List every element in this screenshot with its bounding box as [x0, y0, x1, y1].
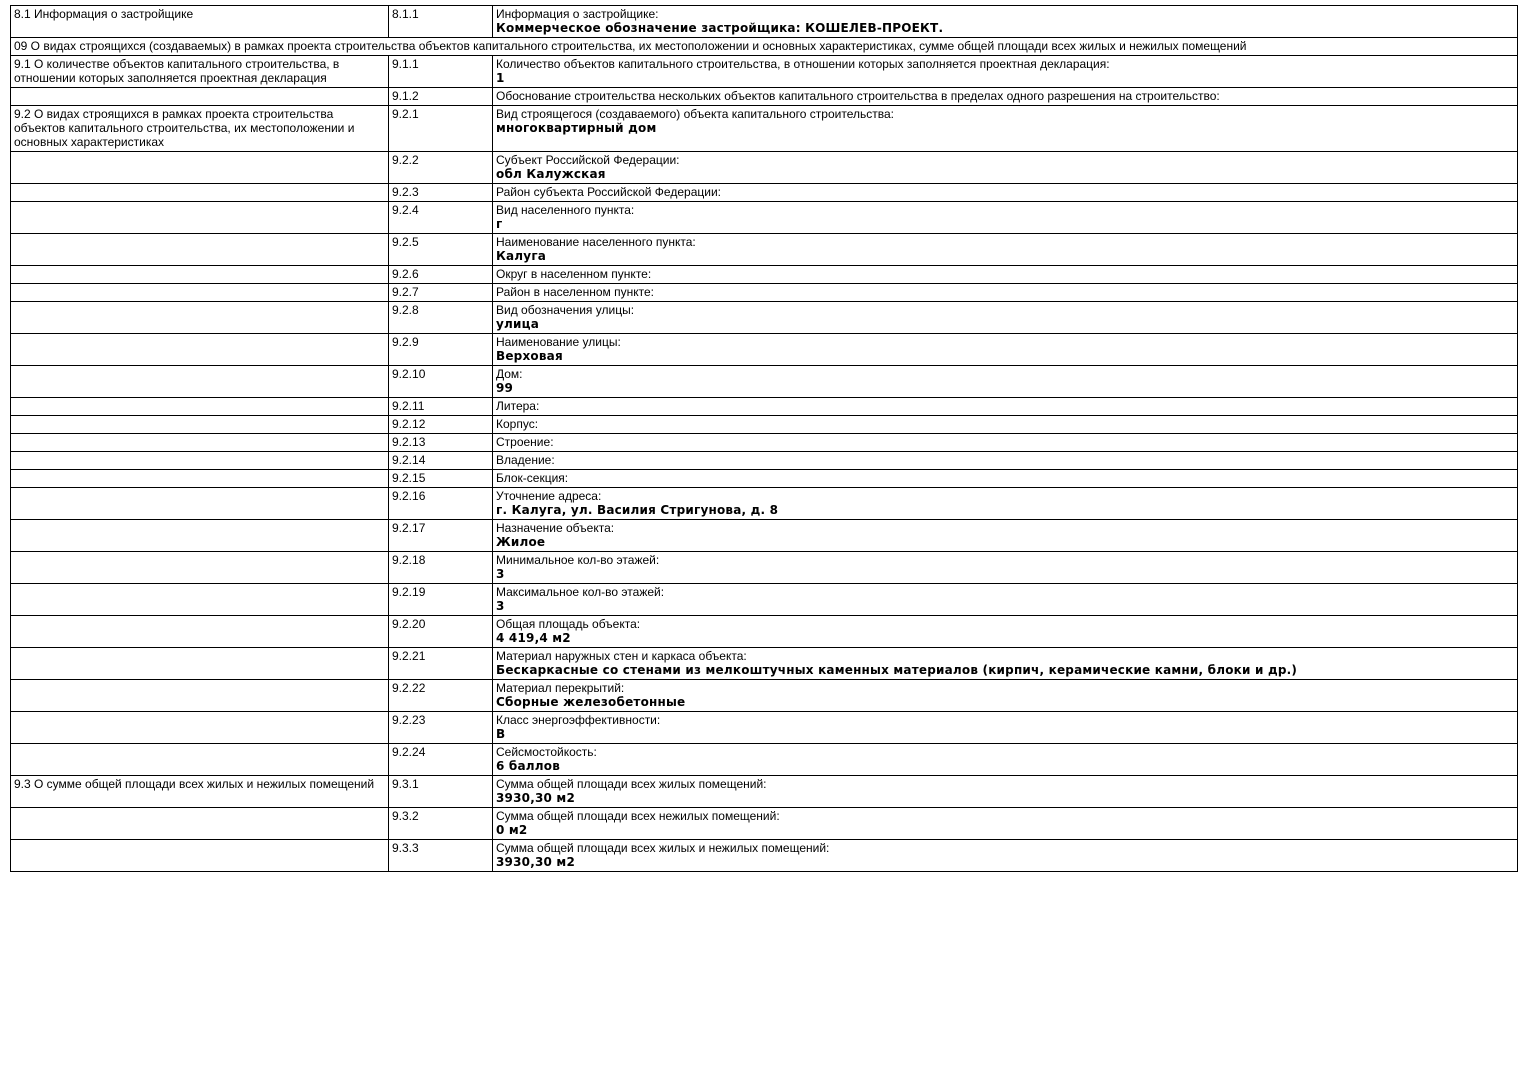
item-value-cell	[493, 488, 1518, 520]
field-value: Верховая	[496, 349, 563, 363]
field-label: Обоснование строительства нескольких объектов капитального строительства в пределах одного разрешения на строительство:	[496, 89, 1220, 103]
item-value-cell	[493, 648, 1518, 680]
table-row	[11, 552, 1518, 584]
section-header-text: 09 О видах строящихся (создаваемых) в рамках проекта строительства объектов капитального строительства, их местоположении и основных характеристиках, сумме общей площади всех жилых и нежилых помещений	[11, 38, 1518, 56]
section-title-cell	[11, 366, 389, 398]
table-row	[11, 266, 1518, 284]
table-row	[11, 808, 1518, 840]
section-title-cell	[11, 712, 389, 744]
field-value: 4 419,4 м2	[496, 631, 571, 645]
declaration-table-body	[11, 6, 1518, 872]
item-value-cell	[493, 184, 1518, 202]
item-code-cell: 9.2.11	[389, 398, 493, 416]
field-label: Дом:	[496, 367, 523, 381]
table-row	[11, 776, 1518, 808]
item-code-cell: 9.3.1	[389, 776, 493, 808]
field-value: г	[496, 217, 503, 231]
field-value: 3	[496, 599, 505, 613]
field-label: Сейсмостойкость:	[496, 745, 597, 759]
item-value-cell	[493, 808, 1518, 840]
field-value: Жилое	[496, 535, 546, 549]
section-title-cell	[11, 266, 389, 284]
field-value: г. Калуга, ул. Василия Стригунова, д. 8	[496, 503, 779, 517]
field-label: Корпус:	[496, 417, 539, 431]
item-code-cell: 9.2.10	[389, 366, 493, 398]
field-value: 6 баллов	[496, 759, 561, 773]
section-header-row	[11, 38, 1518, 56]
item-code-cell: 9.2.20	[389, 616, 493, 648]
table-row	[11, 106, 1518, 152]
table-row	[11, 680, 1518, 712]
item-value-cell	[493, 266, 1518, 284]
section-title-cell	[11, 152, 389, 184]
field-label: Литера:	[496, 399, 540, 413]
section-title-cell	[11, 284, 389, 302]
table-row	[11, 712, 1518, 744]
item-code-cell: 9.2.12	[389, 416, 493, 434]
field-label: Блок-секция:	[496, 471, 569, 485]
item-value-cell	[493, 88, 1518, 106]
section-title-cell	[11, 416, 389, 434]
item-code-cell: 9.2.4	[389, 202, 493, 234]
table-row	[11, 488, 1518, 520]
item-value-cell	[493, 616, 1518, 648]
table-row	[11, 152, 1518, 184]
item-code-cell: 9.2.6	[389, 266, 493, 284]
section-title-cell	[11, 88, 389, 106]
field-value: 0 м2	[496, 823, 528, 837]
field-label: Округ в населенном пункте:	[496, 267, 652, 281]
field-value: 99	[496, 381, 514, 395]
item-code-cell: 9.2.1	[389, 106, 493, 152]
item-value-cell	[493, 744, 1518, 776]
section-title-cell	[11, 520, 389, 552]
item-value-cell	[493, 106, 1518, 152]
item-value-cell	[493, 366, 1518, 398]
section-title-cell	[11, 334, 389, 366]
item-code-cell: 9.2.19	[389, 584, 493, 616]
field-label: Материал наружных стен и каркаса объекта:	[496, 649, 747, 663]
field-label: Количество объектов капитального строительства, в отношении которых заполняется проектная декларация:	[496, 57, 1110, 71]
item-value-cell	[493, 712, 1518, 744]
item-code-cell: 9.2.5	[389, 234, 493, 266]
section-title-cell: 9.1 О количестве объектов капитального строительства, в отношении которых заполняется проектная декларация	[11, 56, 389, 88]
field-label: Строение:	[496, 435, 554, 449]
field-value: Бескаркасные со стенами из мелкоштучных каменных материалов (кирпич, керамические камни, блоки и др.)	[496, 663, 1298, 677]
item-code-cell: 9.3.2	[389, 808, 493, 840]
item-value-cell	[493, 398, 1518, 416]
section-title-cell	[11, 680, 389, 712]
section-title-cell	[11, 808, 389, 840]
item-code-cell: 9.2.22	[389, 680, 493, 712]
field-value: 3930,30 м2	[496, 855, 575, 869]
section-title-cell	[11, 488, 389, 520]
item-value-cell	[493, 452, 1518, 470]
item-code-cell: 9.2.23	[389, 712, 493, 744]
item-value-cell	[493, 416, 1518, 434]
field-label: Назначение объекта:	[496, 521, 615, 535]
item-code-cell: 9.1.2	[389, 88, 493, 106]
item-code-cell: 9.2.13	[389, 434, 493, 452]
item-code-cell: 9.2.3	[389, 184, 493, 202]
table-row	[11, 184, 1518, 202]
field-label: Наименование улицы:	[496, 335, 621, 349]
section-title-cell	[11, 470, 389, 488]
item-value-cell	[493, 434, 1518, 452]
item-code-cell: 9.2.17	[389, 520, 493, 552]
field-label: Владение:	[496, 453, 555, 467]
field-label: Уточнение адреса:	[496, 489, 602, 503]
field-value: Калуга	[496, 249, 547, 263]
table-row	[11, 434, 1518, 452]
item-value-cell	[493, 234, 1518, 266]
table-row	[11, 616, 1518, 648]
item-code-cell: 9.1.1	[389, 56, 493, 88]
section-title-cell	[11, 616, 389, 648]
field-label: Сумма общей площади всех жилых и нежилых помещений:	[496, 841, 830, 855]
item-value-cell	[493, 56, 1518, 88]
section-title-cell	[11, 234, 389, 266]
section-title-cell: 9.3 О сумме общей площади всех жилых и нежилых помещений	[11, 776, 389, 808]
field-value: обл Калужская	[496, 167, 606, 181]
item-value-cell	[493, 302, 1518, 334]
table-row	[11, 416, 1518, 434]
table-row	[11, 648, 1518, 680]
item-code-cell: 9.2.8	[389, 302, 493, 334]
item-code-cell: 9.2.7	[389, 284, 493, 302]
field-value: многоквартирный дом	[496, 121, 657, 135]
field-label: Вид обозначения улицы:	[496, 303, 635, 317]
section-title-cell: 8.1 Информация о застройщике	[11, 6, 389, 38]
field-label: Вид населенного пункта:	[496, 203, 635, 217]
field-label: Вид строящегося (создаваемого) объекта капитального строительства:	[496, 107, 894, 121]
table-row	[11, 840, 1518, 872]
field-value: 1	[496, 71, 505, 85]
field-label: Общая площадь объекта:	[496, 617, 641, 631]
section-title-cell: 9.2 О видах строящихся в рамках проекта строительства объектов капитального строительства, их местоположении и основных характеристиках	[11, 106, 389, 152]
table-row	[11, 398, 1518, 416]
section-title-cell	[11, 452, 389, 470]
item-code-cell: 9.2.24	[389, 744, 493, 776]
item-value-cell	[493, 470, 1518, 488]
section-title-cell	[11, 648, 389, 680]
item-code-cell: 9.2.21	[389, 648, 493, 680]
field-label: Наименование населенного пункта:	[496, 235, 696, 249]
declaration-table	[10, 5, 1518, 872]
section-title-cell	[11, 840, 389, 872]
field-label: Субъект Российской Федерации:	[496, 153, 680, 167]
item-value-cell	[493, 680, 1518, 712]
item-code-cell: 9.2.2	[389, 152, 493, 184]
item-code-cell: 9.2.9	[389, 334, 493, 366]
field-label: Материал перекрытий:	[496, 681, 625, 695]
section-title-cell	[11, 434, 389, 452]
table-row	[11, 366, 1518, 398]
field-value: улица	[496, 317, 540, 331]
item-value-cell	[493, 776, 1518, 808]
field-value: Коммерческое обозначение застройщика: КОШЕЛЕВ-ПРОЕКТ.	[496, 21, 944, 35]
field-value: 3930,30 м2	[496, 791, 575, 805]
field-value: В	[496, 727, 506, 741]
item-code-cell: 8.1.1	[389, 6, 493, 38]
table-row	[11, 520, 1518, 552]
item-value-cell	[493, 202, 1518, 234]
item-value-cell	[493, 284, 1518, 302]
item-value-cell	[493, 552, 1518, 584]
table-row	[11, 56, 1518, 88]
field-label: Максимальное кол-во этажей:	[496, 585, 665, 599]
section-title-cell	[11, 302, 389, 334]
item-code-cell: 9.2.16	[389, 488, 493, 520]
section-title-cell	[11, 184, 389, 202]
field-value: 3	[496, 567, 505, 581]
table-row	[11, 202, 1518, 234]
field-label: Сумма общей площади всех нежилых помещений:	[496, 809, 780, 823]
item-value-cell	[493, 334, 1518, 366]
field-label: Класс энергоэффективности:	[496, 713, 661, 727]
field-label: Сумма общей площади всех жилых помещений:	[496, 777, 767, 791]
item-code-cell: 9.2.18	[389, 552, 493, 584]
table-row	[11, 284, 1518, 302]
section-title-cell	[11, 398, 389, 416]
field-label: Район в населенном пункте:	[496, 285, 654, 299]
field-value: Сборные железобетонные	[496, 695, 686, 709]
table-row	[11, 88, 1518, 106]
table-row	[11, 302, 1518, 334]
item-value-cell	[493, 584, 1518, 616]
table-row	[11, 470, 1518, 488]
table-row	[11, 584, 1518, 616]
table-row	[11, 6, 1518, 38]
section-title-cell	[11, 744, 389, 776]
table-row	[11, 334, 1518, 366]
section-title-cell	[11, 202, 389, 234]
field-label: Минимальное кол-во этажей:	[496, 553, 660, 567]
table-row	[11, 452, 1518, 470]
item-value-cell	[493, 152, 1518, 184]
field-label: Район субъекта Российской Федерации:	[496, 185, 721, 199]
item-value-cell	[493, 520, 1518, 552]
section-title-cell	[11, 584, 389, 616]
item-value-cell	[493, 840, 1518, 872]
item-code-cell: 9.2.15	[389, 470, 493, 488]
item-code-cell: 9.3.3	[389, 840, 493, 872]
table-row	[11, 744, 1518, 776]
item-value-cell	[493, 6, 1518, 38]
section-title-cell	[11, 552, 389, 584]
field-label: Информация о застройщике:	[496, 7, 659, 21]
table-row	[11, 234, 1518, 266]
item-code-cell: 9.2.14	[389, 452, 493, 470]
